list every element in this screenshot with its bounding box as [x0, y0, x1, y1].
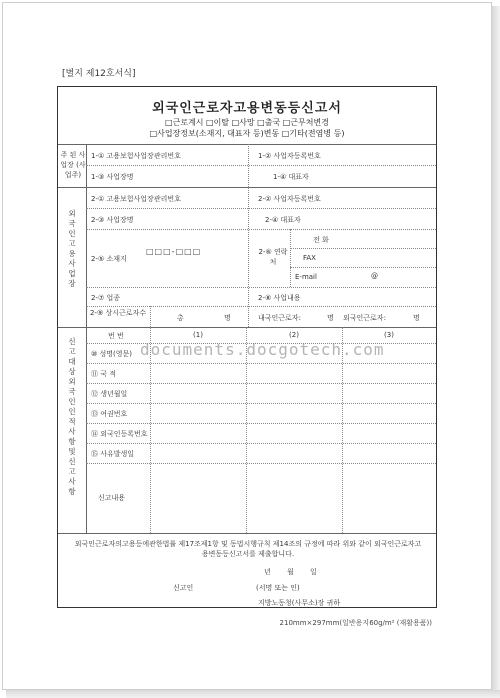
field-14: ⑭ 외국인등록번호	[91, 430, 148, 438]
field-2-8: 2-⑧ 사업내용	[258, 294, 301, 302]
field-15: ⑮ 사유발생일	[91, 450, 135, 458]
field-2-2: 2-② 사업자등록번호	[258, 195, 321, 203]
field-2-4: 2-④ 대표자	[265, 216, 301, 224]
divider	[86, 403, 436, 404]
divider	[86, 443, 436, 444]
section2-label: 외국인고용사업장	[68, 209, 76, 288]
field-2-7: 2-⑦ 업종	[91, 294, 121, 302]
divider	[86, 229, 436, 230]
field-2-1: 2-① 고용보험사업장관리번호	[91, 195, 181, 203]
fax-label: FAX	[303, 254, 316, 262]
page-shadow-bottom	[6, 690, 500, 698]
divider	[86, 306, 436, 307]
field-16: 신고내용	[98, 494, 126, 502]
divider	[290, 229, 291, 287]
domestic-unit: 명	[327, 314, 334, 322]
email-label: E-mail	[295, 273, 317, 281]
form-number: [별지 제12호서식]	[62, 69, 136, 79]
column-1-header: (1)	[193, 331, 203, 339]
field-11: ⑪ 국 적	[91, 370, 116, 378]
total-label: 총	[177, 314, 184, 322]
field-2-5: 2-⑤ 소재지	[91, 255, 127, 263]
field-1-3: 1-③ 사업장명	[91, 173, 134, 181]
watermark: documents.docgotech.com	[140, 340, 385, 359]
divider	[86, 287, 436, 288]
field-10: ⑩ 성명(영문)	[91, 350, 133, 358]
section3-label: 신고대상 외국인 인적사항 및 신고사항	[68, 337, 76, 496]
field-1-1: 1-① 고용보험사업장관리번호	[91, 152, 181, 160]
options-line-2: □사업장정보(소재지, 대표자 등)변동 □기타(전염병 등)	[149, 129, 345, 138]
divider	[86, 363, 436, 364]
field-13: ⑬ 여권번호	[91, 410, 128, 418]
field-1-4: 1-④ 대표자	[273, 173, 309, 181]
divider	[290, 267, 436, 268]
date-line: 년 월 일	[264, 568, 317, 576]
divider	[58, 533, 436, 534]
field-2-6: 2-⑥ 연락처	[258, 248, 288, 266]
item-number-header: 번 번	[108, 332, 124, 340]
total-unit: 명	[224, 314, 231, 322]
recipient: 지방노동청(사무소)장 귀하	[258, 599, 341, 607]
divider	[86, 208, 436, 209]
divider	[86, 383, 436, 384]
section1-label: 주 된 사업장 (사업주)	[60, 151, 86, 179]
phone-label: 전 화	[313, 236, 329, 244]
divider	[58, 327, 436, 328]
field-1-2: 1-② 사업자등록번호	[258, 152, 321, 160]
column-3-header: (3)	[384, 331, 394, 339]
divider	[150, 306, 151, 327]
divider	[58, 144, 436, 145]
divider	[290, 248, 436, 249]
divider	[86, 165, 436, 166]
divider	[86, 463, 436, 464]
divider	[86, 327, 87, 533]
statement: 외국인근로자의고용등에관한법률 제17조제1항 및 동법시행규칙 제14조의 규정에 따라 위와 같이 외국인근로자고용변동등신고서를 제출합니다.	[74, 540, 422, 558]
signature-label: (서명 또는 인)	[256, 584, 300, 592]
field-2-9: 2-⑨ 상시근로자수	[89, 309, 147, 317]
page-shadow-right	[492, 6, 500, 698]
paper-info: 210mm×297mm(일반용지60g/m² (재활용품))	[279, 619, 432, 627]
domestic-label: 내국인근로자:	[258, 314, 301, 322]
field-12: ⑫ 생년월일	[91, 390, 128, 398]
email-at: @	[371, 272, 378, 280]
foreign-label: 외국인근로자:	[343, 314, 386, 322]
postal-code-boxes[interactable]: □□□-□□□	[146, 247, 202, 256]
options-line-1: □근로계시 □이탈 □사망 □출국 □근무처변경	[165, 118, 329, 127]
field-2-3: 2-③ 사업장명	[91, 216, 134, 224]
divider	[58, 187, 436, 188]
divider	[86, 423, 436, 424]
column-2-header: (2)	[289, 331, 299, 339]
form-title: 외국인근로자고용변동등신고서	[152, 101, 342, 116]
foreign-unit: 명	[413, 314, 420, 322]
reporter-label: 신고인	[173, 584, 194, 592]
